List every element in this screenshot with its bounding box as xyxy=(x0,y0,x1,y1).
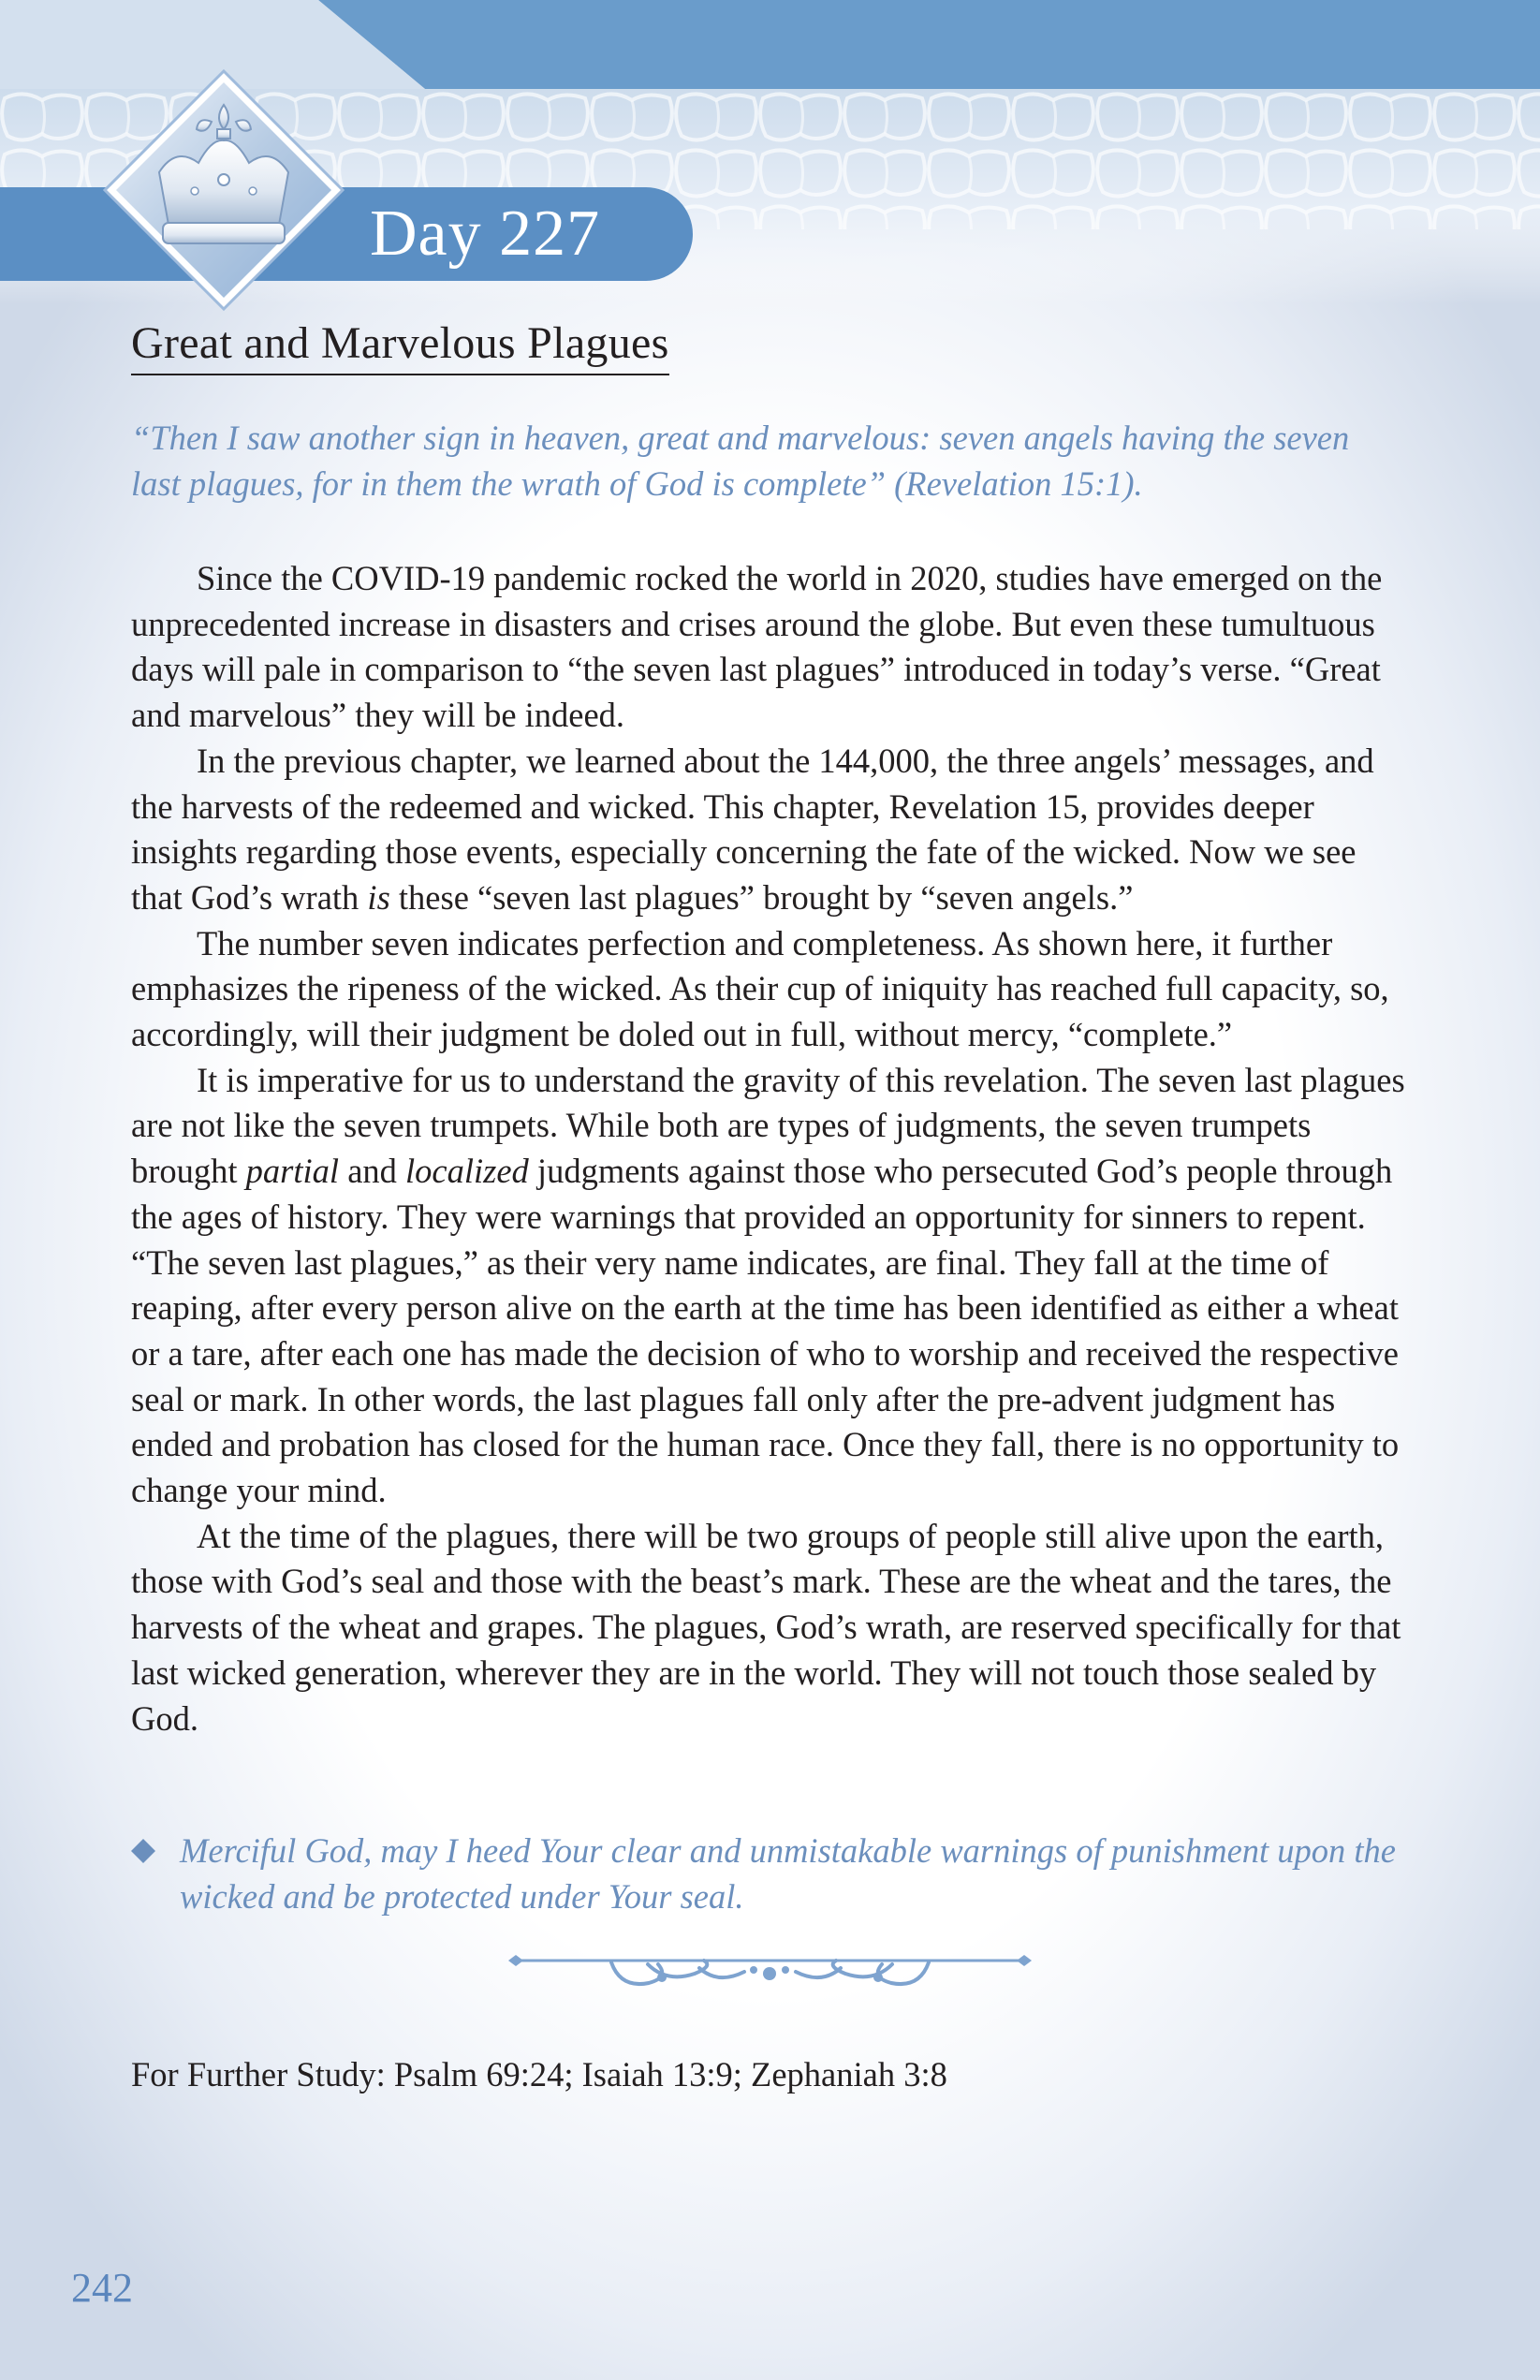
body-paragraph xyxy=(131,1514,1414,1742)
text-run: At the time of the plagues, there will be two groups of people still alive upon the earth, those with God’s seal and those with the beast’s mark. These are the wheat and the tares, the harvests of the wheat and grapes. The plagues, God’s wrath, are reserved specifically for that last wicked generation, wherever they are in the world. They will not touch those sealed by God. xyxy=(131,1516,1401,1738)
text-run: Since the COVID-19 pandemic rocked the world in 2020, studies have emerged on the unprecedented increase in disasters and crises around the globe. But even these tumultuous days will pale in comparison to “the seven last plagues” introduced in today’s verse. “Great and marvelous” they will be indeed. xyxy=(131,559,1383,735)
text-run: judgments against those who persecuted God’s people through the ages of history. They were warnings that provided an opportunity for sinners to repent. “The seven last plagues,” as their very name indicates, are final. They fall at the time of reaping, after every person alive on the earth at the time has been identified as either a wheat or a tare, after each one has made the decision of who to worship and received the respective seal or mark. In other words, the last plagues fall only after the pre-advent judgment has ended and probation has closed for the human race. Once they fall, there is no opportunity to change your mind. xyxy=(131,1152,1400,1510)
prayer-block xyxy=(131,1828,1404,1919)
article-title: Great and Marvelous Plagues xyxy=(131,316,669,375)
body-paragraph xyxy=(131,921,1414,1058)
text-run: The number seven indicates perfection and completeness. As shown here, it further emphasizes the ripeness of the wicked. As their cup of iniquity has reached full capacity, so, accordingly, will their judgment be doled out in full, without mercy, “complete.” xyxy=(131,923,1389,1054)
text-run: and xyxy=(339,1152,406,1191)
text-run: these “seven last plagues” brought by “seven angels.” xyxy=(389,877,1134,917)
text-run: In the previous chapter, we learned about the 144,000, the three angels’ messages, and the harvests of the redeemed and wicked. This chapter, Revelation 15, provides deeper insights regarding those events, especially concerning the fate of the wicked. Now we see that God’s wrath xyxy=(131,741,1374,917)
body-paragraph xyxy=(131,739,1414,921)
prayer-text: Merciful God, may I heed Your clear and unmistakable warnings of punishment upon the wicked and be protected under Your seal. xyxy=(180,1831,1397,1916)
flourish-divider-icon xyxy=(501,1947,1039,1994)
text-run: It is imperative for us to understand the gravity of this revelation. The seven last plagues are not like the seven trumpets. While both are types of judgments, the seven trumpets brought xyxy=(131,1060,1405,1191)
scripture-verse: “Then I saw another sign in heaven, great and marvelous: seven angels having the seven last plagues, for in them the wrath of God is complete” (Revelation 15:1). xyxy=(131,419,1350,503)
italic-run: localized xyxy=(405,1152,529,1191)
page-number: 242 xyxy=(71,2265,133,2311)
page-header xyxy=(0,0,1540,318)
day-title: Day 227 xyxy=(370,198,601,270)
further-study: For Further Study: Psalm 69:24; Isaiah 13:9; Zephaniah 3:8 xyxy=(131,2055,947,2094)
italic-run: partial xyxy=(245,1152,340,1191)
body-text xyxy=(131,556,1414,1741)
diamond-bullet-icon xyxy=(131,1839,155,1863)
body-paragraph xyxy=(131,556,1414,739)
body-paragraph xyxy=(131,1058,1414,1514)
crown-icon xyxy=(101,67,346,313)
italic-run: is xyxy=(367,877,390,917)
